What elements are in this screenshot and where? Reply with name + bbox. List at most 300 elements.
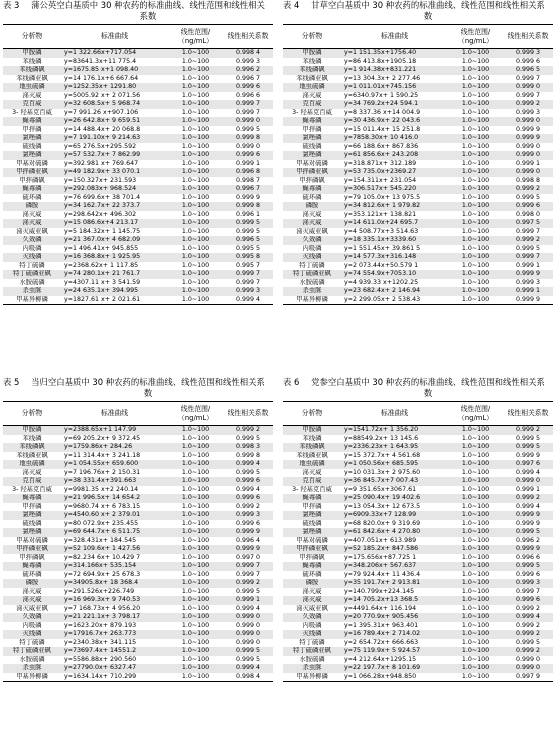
- analyte-cell: 特丁硫磷: [283, 262, 341, 271]
- analyte-cell: 苯线磷砜: [3, 443, 61, 452]
- range-cell: 1.0~100: [448, 66, 503, 75]
- range-cell: 1.0~100: [168, 622, 223, 631]
- curve-cell: y=34 812.6x+ 1 979.82: [341, 202, 448, 211]
- range-cell: 1.0~100: [168, 562, 223, 571]
- curve-cell: y=4307.11 x+ 3 541.59: [61, 279, 168, 288]
- curve-cell: y=7 991.26 x+907.106: [61, 109, 168, 118]
- range-cell: 1.0~100: [168, 528, 223, 537]
- analyte-cell: 久效磷: [283, 236, 341, 245]
- r-cell: 0.999 1: [503, 160, 553, 169]
- curve-cell: y=14 176.1x+6 667.64: [61, 75, 168, 84]
- r-cell: 0.999 5: [223, 228, 273, 237]
- table-row: [283, 134, 553, 143]
- analyte-cell: 氯唑磷: [3, 528, 61, 537]
- range-cell: 1.0~100: [448, 579, 503, 588]
- analyte-cell: 甲基对硫磷: [283, 537, 341, 546]
- r-cell: 0.999 9: [503, 545, 553, 554]
- analyte-cell: 甲基对硫磷: [3, 160, 61, 169]
- r-cell: 0.999 5: [223, 656, 273, 665]
- r-cell: 0.999 4: [223, 460, 273, 469]
- range-cell: 1.0~100: [168, 296, 223, 305]
- curve-cell: y=68 820.0x+ 9 319.69: [341, 520, 448, 529]
- range-cell: 1.0~100: [448, 545, 503, 554]
- table-row: [283, 460, 553, 469]
- table-title: 甘草空白基质中 30 种农药的标准曲线、线性范围和线性相关系数: [311, 0, 545, 21]
- table-row: [3, 435, 273, 444]
- analyte-cell: 甲胺磷: [3, 49, 61, 58]
- analyte-cell: 硫线磷: [283, 520, 341, 529]
- table-row: [283, 83, 553, 92]
- table-row: [3, 469, 273, 478]
- table-row: [283, 647, 553, 656]
- table-3-caption: [3, 0, 273, 24]
- r-cell: 0.999 5: [223, 588, 273, 597]
- analyte-cell: 甲胺磷: [283, 426, 341, 435]
- curve-cell: y=15 086.6x+4 213.17: [61, 219, 168, 228]
- r-cell: 0.999 7: [503, 75, 553, 84]
- table-row: [3, 613, 273, 622]
- header-analyte: 分析物: [283, 402, 341, 426]
- analyte-cell: 水胺硫磷: [3, 656, 61, 665]
- curve-cell: y=1 054.55x+ 659.600: [61, 460, 168, 469]
- r-cell: 0.999 0: [223, 622, 273, 631]
- table-row: [3, 639, 273, 648]
- table-row: [3, 262, 273, 271]
- analyte-cell: 甲拌磷: [3, 503, 61, 512]
- r-cell: 0.999 9: [503, 452, 553, 461]
- r-cell: 0.998 8: [503, 177, 553, 186]
- range-cell: 1.0~100: [168, 579, 223, 588]
- curve-cell: y=1759.86x+ 284.26: [61, 443, 168, 452]
- range-cell: 1.0~100: [448, 202, 503, 211]
- table-row: [283, 185, 553, 194]
- r-cell: 0.999 6: [223, 494, 273, 503]
- range-cell: 1.0~100: [168, 511, 223, 520]
- curve-cell: y=9981.35 x+2 240.14: [61, 486, 168, 495]
- curve-cell: y=1634.14x+ 710.299: [61, 673, 168, 682]
- table-row: [283, 75, 553, 84]
- curve-cell: y=24 635.1x+ 394.995: [61, 287, 168, 296]
- range-cell: 1.0~100: [448, 460, 503, 469]
- table-row: [283, 605, 553, 614]
- range-cell: 1.0~100: [448, 554, 503, 563]
- analyte-cell: 蝇毒磷: [3, 185, 61, 194]
- table-5: [3, 401, 273, 682]
- analyte-cell: 硫环磷: [3, 571, 61, 580]
- table-row: [3, 537, 273, 546]
- range-cell: 1.0~100: [168, 177, 223, 186]
- table-5-caption: [3, 377, 273, 401]
- table-row: [3, 83, 273, 92]
- r-cell: 0.999 4: [503, 503, 553, 512]
- curve-cell: y=2 299.05x+ 2 538.43: [341, 296, 448, 305]
- table-row: [3, 477, 273, 486]
- curve-cell: y=72 694.9x+ 25 678.3: [61, 571, 168, 580]
- curve-cell: y=69 205.2x+ 9 372.45: [61, 435, 168, 444]
- table-row: [283, 435, 553, 444]
- r-cell: 0.999 9: [503, 511, 553, 520]
- curve-cell: y=175.656x+87.725 1: [341, 554, 448, 563]
- r-cell: 0.999 6: [223, 520, 273, 529]
- r-cell: 0.999 6: [223, 151, 273, 160]
- header-row: [283, 402, 553, 426]
- range-cell: 1.0~100: [168, 656, 223, 665]
- range-cell: 1.0~100: [448, 452, 503, 461]
- curve-cell: y=16 969.3x+ 9 740.53: [61, 596, 168, 605]
- table-row: [283, 503, 553, 512]
- table-number: 表 4: [283, 0, 300, 10]
- range-cell: 1.0~100: [448, 673, 503, 682]
- analyte-cell: 硫环磷: [283, 571, 341, 580]
- curve-cell: y=88549.2x+ 13 145.6: [341, 435, 448, 444]
- table-row: [3, 109, 273, 118]
- r-cell: 0.999 9: [503, 296, 553, 305]
- analyte-cell: 甲拌磷砜: [283, 177, 341, 186]
- r-cell: 0.995 8: [223, 253, 273, 262]
- range-cell: 1.0~100: [168, 554, 223, 563]
- table-number: 表 5: [3, 377, 20, 387]
- analyte-cell: 涕灭威: [3, 211, 61, 220]
- curve-cell: y=7 196.76x+ 2 150.31: [61, 469, 168, 478]
- table-row: [3, 630, 273, 639]
- range-cell: 1.0~100: [448, 622, 503, 631]
- r-cell: 0.999 0: [223, 639, 273, 648]
- r-cell: 0.999 5: [223, 126, 273, 135]
- r-cell: 0.999 7: [223, 562, 273, 571]
- range-cell: 1.0~100: [448, 236, 503, 245]
- curve-cell: y=7 191.10x+ 9 214.63: [61, 134, 168, 143]
- range-cell: 1.0~100: [168, 83, 223, 92]
- r-cell: 0.999 5: [223, 647, 273, 656]
- range-cell: 1.0~100: [168, 109, 223, 118]
- r-cell: 0.999 3: [503, 49, 553, 58]
- table-row: [283, 228, 553, 237]
- table-6-panel: [283, 377, 553, 682]
- r-cell: 0.999 5: [503, 245, 553, 254]
- r-cell: 0.999 0: [503, 664, 553, 673]
- analyte-cell: 久效磷: [3, 236, 61, 245]
- r-cell: 0.999 6: [503, 202, 553, 211]
- r-cell: 0.999 6: [223, 477, 273, 486]
- analyte-cell: 甲基异柳磷: [283, 296, 341, 305]
- r-cell: 0.996 5: [223, 236, 273, 245]
- curve-cell: y=18 335.1x+3339.60: [341, 236, 448, 245]
- analyte-cell: 水胺硫磷: [283, 279, 341, 288]
- range-cell: 1.0~100: [168, 185, 223, 194]
- table-row: [283, 262, 553, 271]
- table-row: [3, 520, 273, 529]
- curve-cell: y=22 197.7x+ 8 101.69: [341, 664, 448, 673]
- curve-cell: y=150.327x+ 231.593: [61, 177, 168, 186]
- range-cell: 1.0~100: [448, 537, 503, 546]
- range-cell: 1.0~100: [168, 245, 223, 254]
- range-cell: 1.0~100: [448, 571, 503, 580]
- curve-cell: y=4540.60 x+ 2 379.01: [61, 511, 168, 520]
- range-cell: 1.0~100: [448, 253, 503, 262]
- analyte-cell: 内吸磷: [283, 622, 341, 631]
- table-row: [283, 571, 553, 580]
- r-cell: 0.999 7: [223, 270, 273, 279]
- range-cell: 1.0~100: [448, 469, 503, 478]
- curve-cell: y=23 682.4x+ 2 146.94: [341, 287, 448, 296]
- analyte-cell: 氯唑磷: [3, 511, 61, 520]
- range-cell: 1.0~100: [448, 49, 503, 58]
- analyte-cell: 磷胺: [283, 579, 341, 588]
- table-row: [3, 452, 273, 461]
- r-cell: 0.999 3: [223, 287, 273, 296]
- r-cell: 0.997 0: [223, 554, 273, 563]
- table-row: [283, 160, 553, 169]
- header-range: 线性范围/（ng/mL）: [168, 402, 223, 426]
- table-row: [3, 160, 273, 169]
- r-cell: 0.999 3: [503, 579, 553, 588]
- analyte-cell: 地虫硫磷: [283, 83, 341, 92]
- table-row: [283, 287, 553, 296]
- curve-cell: y=1827.61 x+ 2 021.61: [61, 296, 168, 305]
- header-analyte: 分析物: [3, 402, 61, 426]
- curve-cell: y=11 314.4x+ 3 241.18: [61, 452, 168, 461]
- r-cell: 0.999 2: [503, 494, 553, 503]
- analyte-cell: 磷胺: [3, 202, 61, 211]
- analyte-cell: 甲拌磷亚砜: [283, 545, 341, 554]
- r-cell: 0.999 3: [503, 109, 553, 118]
- table-row: [283, 639, 553, 648]
- range-cell: 1.0~100: [448, 486, 503, 495]
- r-cell: 0.999 1: [503, 486, 553, 495]
- table-row: [283, 168, 553, 177]
- r-cell: 0.999 2: [503, 622, 553, 631]
- r-cell: 0.995 7: [223, 262, 273, 271]
- analyte-cell: 灭线磷: [3, 253, 61, 262]
- range-cell: 1.0~100: [448, 262, 503, 271]
- r-cell: 0.999 6: [223, 83, 273, 92]
- r-cell: 0.998 3: [223, 443, 273, 452]
- curve-cell: y=79 924.4x+ 11 436.4: [341, 571, 448, 580]
- curve-cell: y=16 789.4x+ 2 714.02: [341, 630, 448, 639]
- range-cell: 1.0~100: [168, 452, 223, 461]
- r-cell: 0.999 2: [223, 503, 273, 512]
- analyte-cell: 硫线磷: [3, 520, 61, 529]
- curve-cell: y=16 368.8x+ 1 925.95: [61, 253, 168, 262]
- range-cell: 1.0~100: [168, 211, 223, 220]
- range-cell: 1.0~100: [448, 160, 503, 169]
- table-row: [283, 100, 553, 109]
- table-3-panel: [3, 0, 273, 305]
- analyte-cell: 涕灭威: [3, 219, 61, 228]
- range-cell: 1.0~100: [168, 460, 223, 469]
- table-row: [3, 647, 273, 656]
- r-cell: 0.999 3: [223, 511, 273, 520]
- range-cell: 1.0~100: [448, 143, 503, 152]
- range-cell: 1.0~100: [168, 287, 223, 296]
- r-cell: 0.999 0: [223, 613, 273, 622]
- range-cell: 1.0~100: [168, 75, 223, 84]
- analyte-cell: 杀虫脒: [283, 664, 341, 673]
- table-row: [283, 494, 553, 503]
- analyte-cell: 甲基异柳磷: [3, 296, 61, 305]
- r-cell: 0.999 5: [503, 528, 553, 537]
- curve-cell: y=13 054.3x+ 12 673.5: [341, 503, 448, 512]
- curve-cell: y=1 914.38x+831.221: [341, 66, 448, 75]
- analyte-cell: 苯线磷亚砜: [283, 75, 341, 84]
- table-row: [283, 151, 553, 160]
- analyte-cell: 甲拌磷砜: [3, 177, 61, 186]
- range-cell: 1.0~100: [168, 228, 223, 237]
- table-5-panel: [3, 377, 273, 682]
- table-row: [3, 117, 273, 126]
- curve-cell: y=74 280.1x+ 21 761.7: [61, 270, 168, 279]
- curve-cell: y=318.871x+ 312.189: [341, 160, 448, 169]
- range-cell: 1.0~100: [168, 100, 223, 109]
- r-cell: 0.999 4: [223, 664, 273, 673]
- r-cell: 0.999 5: [223, 435, 273, 444]
- table-row: [3, 673, 273, 682]
- r-cell: 0.999 1: [223, 596, 273, 605]
- r-cell: 0.999 2: [503, 426, 553, 435]
- table-6: [283, 401, 553, 682]
- r-cell: 0.999 5: [223, 469, 273, 478]
- analyte-cell: 涕灭威: [3, 588, 61, 597]
- analyte-cell: 3- 羟基克百威: [283, 109, 341, 118]
- table-row: [3, 426, 273, 435]
- analyte-cell: 涕灭威: [3, 92, 61, 101]
- curve-cell: y=154.311x+ 231.054: [341, 177, 448, 186]
- r-cell: 0.999 4: [223, 605, 273, 614]
- table-row: [3, 562, 273, 571]
- header-row: [283, 25, 553, 49]
- table-title: 蒲公英空白基质中 30 种农药的标准曲线、线性范围和线性相关系数: [31, 0, 265, 21]
- r-cell: 0.999 4: [223, 296, 273, 305]
- r-cell: 0.999 0: [503, 656, 553, 665]
- analyte-cell: 地虫硫磷: [3, 83, 61, 92]
- curve-cell: y=1 395.31x+ 963.401: [341, 622, 448, 631]
- range-cell: 1.0~100: [168, 537, 223, 546]
- table-row: [283, 117, 553, 126]
- header-r: 线性相关系数: [503, 25, 553, 49]
- range-cell: 1.0~100: [448, 279, 503, 288]
- analyte-cell: 特丁硫磷亚砜: [283, 270, 341, 279]
- range-cell: 1.0~100: [448, 477, 503, 486]
- table-row: [3, 554, 273, 563]
- range-cell: 1.0~100: [168, 520, 223, 529]
- curve-cell: y=82.234 6x+ 10.429 7: [61, 554, 168, 563]
- table-row: [283, 579, 553, 588]
- curve-cell: y=65 276.5x+295.592: [61, 143, 168, 152]
- r-cell: 0.995 5: [223, 245, 273, 254]
- r-cell: 0.999 5: [503, 443, 553, 452]
- curve-cell: y=34 162.7x+ 22 373.7: [61, 202, 168, 211]
- curve-cell: y=4 212.64x+1295.15: [341, 656, 448, 665]
- r-cell: 0.999 7: [503, 92, 553, 101]
- curve-cell: y=61 842.6x+ 4 270.80: [341, 528, 448, 537]
- table-row: [3, 58, 273, 67]
- range-cell: 1.0~100: [168, 279, 223, 288]
- range-cell: 1.0~100: [448, 194, 503, 203]
- table-row: [283, 452, 553, 461]
- analyte-cell: 苯线磷亚砜: [3, 452, 61, 461]
- analyte-cell: 蝇毒磷: [283, 562, 341, 571]
- analyte-cell: 水胺硫磷: [3, 279, 61, 288]
- curve-cell: y=1675.85 x+1 098.40: [61, 66, 168, 75]
- analyte-cell: 3- 羟基克百威: [3, 109, 61, 118]
- table-row: [283, 545, 553, 554]
- range-cell: 1.0~100: [448, 100, 503, 109]
- r-cell: 0.999 9: [223, 528, 273, 537]
- range-cell: 1.0~100: [448, 92, 503, 101]
- curve-cell: y=7858.30x+ 10 416.0: [341, 134, 448, 143]
- curve-cell: y=353.121x+ 138.821: [341, 211, 448, 220]
- analyte-cell: 特丁硫磷: [3, 262, 61, 271]
- table-4: [283, 24, 553, 305]
- curve-cell: y=348.206x+ 567.637: [341, 562, 448, 571]
- analyte-cell: 苯线磷: [3, 435, 61, 444]
- table-row: [3, 177, 273, 186]
- r-cell: 0.999 0: [223, 630, 273, 639]
- table-row: [3, 605, 273, 614]
- range-cell: 1.0~100: [168, 194, 223, 203]
- r-cell: 0.999 1: [223, 160, 273, 169]
- curve-cell: y=69 644.7x+ 6 511.75: [61, 528, 168, 537]
- table-row: [3, 202, 273, 211]
- table-row: [3, 494, 273, 503]
- analyte-cell: 氯唑磷: [3, 151, 61, 160]
- analyte-cell: 克百威: [283, 100, 341, 109]
- analyte-cell: 特丁硫磷: [283, 639, 341, 648]
- curve-cell: y=27790.0x+ 6327.47: [61, 664, 168, 673]
- analyte-cell: 苯线磷: [3, 58, 61, 67]
- r-cell: 0.999 0: [503, 143, 553, 152]
- table-row: [3, 49, 273, 58]
- analyte-cell: 地虫硫磷: [283, 460, 341, 469]
- r-cell: 0.999 7: [223, 279, 273, 288]
- analyte-cell: 氯唑磷: [283, 511, 341, 520]
- r-cell: 0.999 1: [503, 287, 553, 296]
- analyte-cell: 蝇毒磷: [3, 494, 61, 503]
- analyte-cell: 内吸磷: [283, 245, 341, 254]
- header-curve: 标准曲线: [341, 25, 448, 49]
- header-row: [3, 25, 273, 49]
- curve-cell: y=13 304.3x+ 2 277.46: [341, 75, 448, 84]
- range-cell: 1.0~100: [168, 545, 223, 554]
- range-cell: 1.0~100: [448, 83, 503, 92]
- table-row: [3, 503, 273, 512]
- range-cell: 1.0~100: [168, 236, 223, 245]
- analyte-cell: 甲拌磷砜: [3, 554, 61, 563]
- r-cell: 0.999 9: [503, 134, 553, 143]
- curve-cell: y=36 845.7x+7 007.43: [341, 477, 448, 486]
- table-row: [3, 579, 273, 588]
- table-row: [283, 537, 553, 546]
- r-cell: 0.999 0: [503, 477, 553, 486]
- analyte-cell: 氯唑磷: [283, 151, 341, 160]
- table-row: [3, 296, 273, 305]
- table-row: [283, 443, 553, 452]
- range-cell: 1.0~100: [448, 520, 503, 529]
- table-row: [283, 596, 553, 605]
- table-row: [283, 219, 553, 228]
- r-cell: 0.999 7: [503, 588, 553, 597]
- table-row: [283, 664, 553, 673]
- r-cell: 0.998 0: [503, 211, 553, 220]
- r-cell: 0.999 0: [223, 143, 273, 152]
- analyte-cell: 苯线磷: [283, 58, 341, 67]
- range-cell: 1.0~100: [168, 219, 223, 228]
- table-row: [3, 443, 273, 452]
- range-cell: 1.0~100: [168, 58, 223, 67]
- range-cell: 1.0~100: [448, 511, 503, 520]
- curve-cell: y=291.526x+226.749: [61, 588, 168, 597]
- analyte-cell: 氯唑磷: [283, 134, 341, 143]
